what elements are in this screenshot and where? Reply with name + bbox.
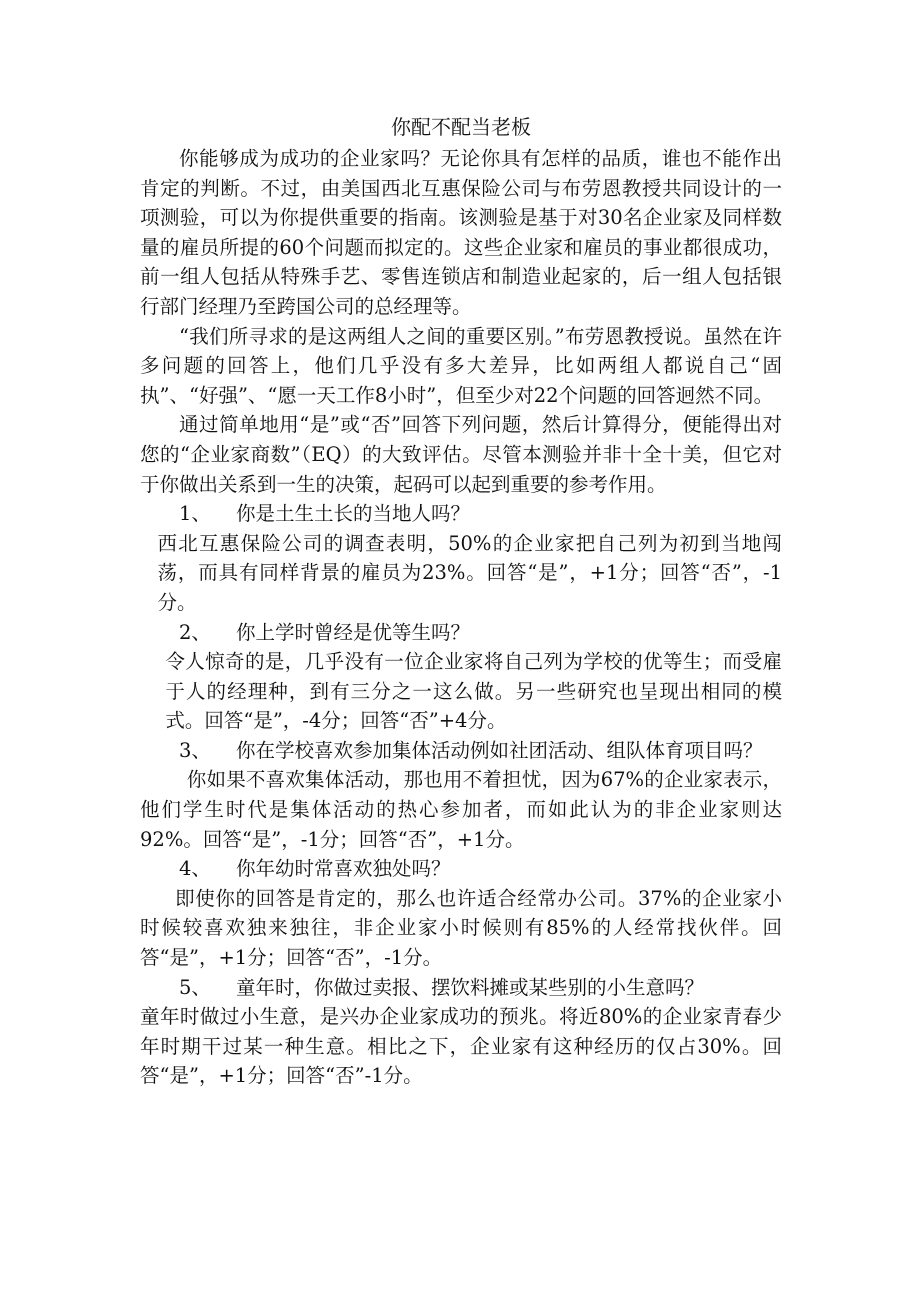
- question-text: 你年幼时常喜欢独处吗？: [236, 857, 451, 881]
- document-title: 你配不配当老板: [391, 115, 531, 139]
- answer-5: 童年时做过小生意，是兴办企业家成功的预兆。将近80%的企业家青春少年时期干过某一种生意。相比之下，企业家有这种经历的仅占30%。回答“是”，+1分；回答“否”-1分。: [140, 1005, 782, 1088]
- question-3: [140, 736, 782, 766]
- document-body: [140, 112, 782, 1091]
- question-text: 你上学时曾经是优等生吗？: [236, 620, 471, 644]
- question-text: 你是土生土长的当地人吗？: [236, 502, 471, 526]
- question-text: 童年时，你做过卖报、摆饮料摊或某些别的小生意吗？: [236, 975, 705, 999]
- question-4: [140, 854, 782, 884]
- question-1: [140, 499, 782, 529]
- instruction-paragraph: 通过简单地用“是”或“否”回答下列问题，然后计算得分，便能得出对您的“企业家商数”（EQ）的大致评估。尽管本测验并非十全十美，但它对于你做出关系到一生的决策，起码可以起到重要的参考作用。: [140, 413, 782, 496]
- question-number: 3、: [179, 738, 211, 762]
- question-5: [140, 973, 782, 1003]
- answer-3: 你如果不喜欢集体活动，那也用不着担忧，因为67%的企业家表示，他们学生时代是集体活动的热心参加者，而如此认为的非企业家则达92%。回答“是”，-1分；回答“否”，+1分。: [140, 768, 782, 851]
- answer-2: 令人惊奇的是，几乎没有一位企业家将自己列为学校的优等生；而受雇于人的经理种，到有三分之一这么做。另一些研究也呈现出相同的模式。回答“是”，-4分；回答“否”+4分。: [165, 650, 782, 733]
- question-number: 1、: [179, 502, 211, 526]
- quote-paragraph: “我们所寻求的是这两组人之间的重要区别。”布劳恩教授说。虽然在许多问题的回答上，他们几乎没有多大差异，比如两组人都说自己“固执”、“好强”、“愿一天工作8小时”，但至少对22个问题的回答迥然不同。: [140, 324, 782, 407]
- question-2: [140, 618, 782, 648]
- question-text: 你在学校喜欢参加集体活动例如社团活动、组队体育项目吗？: [236, 738, 763, 762]
- question-number: 4、: [179, 857, 211, 881]
- question-number: 5、: [179, 975, 211, 999]
- answer-1: 西北互惠保险公司的调查表明，50%的企业家把自己列为初到当地闯荡，而具有同样背景的雇员为23%。回答“是”，+1分；回答“否”，-1分。: [157, 531, 782, 614]
- question-number: 2、: [179, 620, 211, 644]
- answer-4: 即使你的回答是肯定的，那么也许适合经常办公司。37%的企业家小时候较喜欢独来独往，非企业家小时候则有85%的人经常找伙伴。回答“是”，+1分；回答“否”，-1分。: [140, 886, 782, 970]
- intro-paragraph: 你能够成为成功的企业家吗？无论你具有怎样的品质，谁也不能作出肯定的判断。不过，由美国西北互惠保险公司与布劳恩教授共同设计的一项测验，可以为你提供重要的指南。该测验是基于对30名企业家及同样数量的雇员所提的60个问题而拟定的。这些企业家和雇员的事业都很成功，前一组人包括从特殊手艺、零售连锁店和制造业起家的，后一组人包括银行部门经理乃至跨国公司的总经理等。: [140, 147, 782, 318]
